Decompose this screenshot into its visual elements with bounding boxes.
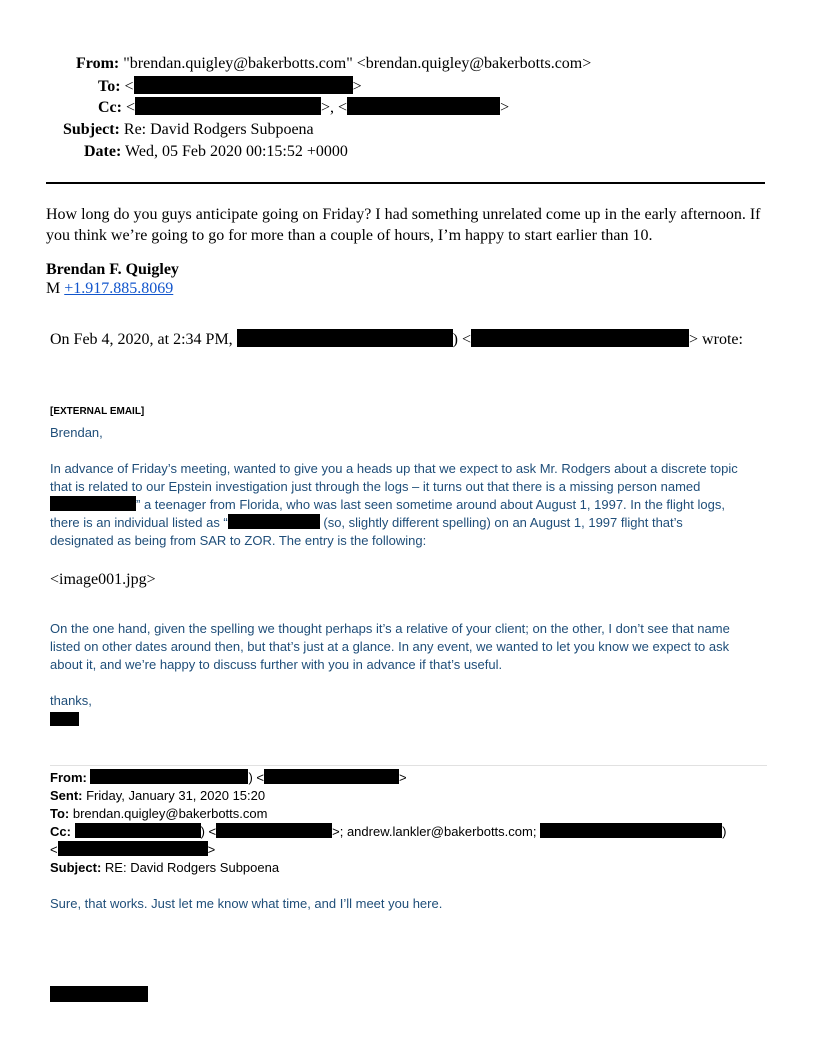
paragraph-line: listed on other dates around then, but that’s just at a glance. In any event, we wanted to let you know we expect to ask xyxy=(50,639,730,654)
redaction-block xyxy=(75,823,201,838)
paragraph-line: that is related to our Epstein investigation just through the logs – it turns out that there is a missing person named xyxy=(50,479,701,494)
cc-mid: >, < xyxy=(321,99,348,116)
fwd-cc-open: < xyxy=(50,842,58,857)
header-cc-row xyxy=(98,97,509,117)
sign-off: thanks, xyxy=(50,693,92,708)
redaction-block xyxy=(134,76,353,94)
fwd-from-row xyxy=(50,769,726,787)
fwd-cc-row-2 xyxy=(50,841,726,859)
fwd-sent-label: Sent: xyxy=(50,788,83,803)
forwarded-header xyxy=(50,769,726,877)
from-value: "brendan.quigley@bakerbotts.com" <brendan.quigley@bakerbotts.com> xyxy=(123,55,592,72)
reply-line: How long do you guys anticipate going on Friday? I had something unrelated come up in the early afternoon. If xyxy=(46,206,761,223)
subject-value: Re: David Rodgers Subpoena xyxy=(123,121,314,138)
redaction-block xyxy=(237,329,453,347)
redaction-block xyxy=(216,823,332,838)
fwd-subject-label: Subject: xyxy=(50,860,102,875)
forward-divider xyxy=(50,765,767,766)
redaction-block xyxy=(471,329,689,347)
fwd-from-mid: ) < xyxy=(248,770,265,785)
signature-name: Brendan F. Quigley xyxy=(46,261,179,278)
paragraph-text: ” a teenager from Florida, who was last seen sometime around about August 1, 1997. In the flight logs, xyxy=(136,497,725,512)
paragraph-text: (so, slightly different spelling) on an August 1, 1997 flight that’s xyxy=(319,515,683,530)
fwd-cc-mid: >; andrew.lankler@bakerbotts.com; xyxy=(332,824,537,839)
redaction-block xyxy=(540,823,722,838)
redaction-block xyxy=(264,769,399,784)
fwd-sent-row xyxy=(50,787,726,805)
redaction-block xyxy=(90,769,248,784)
subject-label: Subject: xyxy=(63,121,120,138)
quoted-paragraph-2 xyxy=(50,620,730,674)
signature-phone-row xyxy=(46,279,179,298)
paragraph-line xyxy=(50,514,738,532)
fwd-sent-value: Friday, January 31, 2020 15:20 xyxy=(82,788,266,803)
fwd-from-label: From: xyxy=(50,770,87,785)
date-value: Wed, 05 Feb 2020 00:15:52 +0000 xyxy=(125,143,348,160)
quoted-intro xyxy=(50,329,743,349)
redaction-block xyxy=(58,841,208,856)
cc-close: > xyxy=(500,99,510,116)
paragraph-line: designated as being from SAR to ZOR. The entry is the following: xyxy=(50,533,427,548)
redaction-block xyxy=(135,97,321,115)
paragraph-text: there is an individual listed as “ xyxy=(50,515,228,530)
greeting: Brendan, xyxy=(50,425,103,440)
reply-line: you think we’re going to go for more than a couple of hours, I’m happy to start earlier than 10. xyxy=(46,227,653,244)
external-email-tag: [EXTERNAL EMAIL] xyxy=(50,406,145,417)
signature xyxy=(46,260,179,298)
from-label: From: xyxy=(76,55,120,72)
redaction-block xyxy=(50,712,79,726)
quoted-on-suffix: > wrote: xyxy=(689,331,743,348)
redaction-block xyxy=(50,496,136,511)
fwd-cc-close: ) xyxy=(722,824,727,839)
paragraph-line: In advance of Friday’s meeting, wanted to give you a heads up that we expect to ask Mr. Rodgers about a discrete topic xyxy=(50,461,738,476)
forwarded-body: Sure, that works. Just let me know what time, and I’ll meet you here. xyxy=(50,896,443,911)
fwd-to-label: To: xyxy=(50,806,70,821)
reply-body xyxy=(46,205,760,245)
fwd-subject-value: RE: David Rodgers Subpoena xyxy=(101,860,280,875)
fwd-to-value: brendan.quigley@bakerbotts.com xyxy=(69,806,268,821)
fwd-from-close: > xyxy=(399,770,407,785)
fwd-subject-row xyxy=(50,859,726,877)
redaction-block xyxy=(50,986,148,1002)
quoted-on-mid: ) < xyxy=(452,331,472,348)
phone-link[interactable]: +1.917.885.8069 xyxy=(64,280,174,297)
cc-open: < xyxy=(125,99,136,116)
date-label: Date: xyxy=(84,143,122,160)
paragraph-line: On the one hand, given the spelling we thought perhaps it’s a relative of your client; on the other, I don’t see that name xyxy=(50,621,730,636)
header-subject-row xyxy=(63,120,314,139)
cc-label: Cc: xyxy=(98,99,122,116)
quoted-on-prefix: On Feb 4, 2020, at 2:34 PM, xyxy=(50,331,233,348)
header-divider xyxy=(46,182,765,184)
redaction-block xyxy=(347,97,500,115)
header-from-row xyxy=(76,54,591,73)
image-placeholder: <image001.jpg> xyxy=(50,571,156,588)
to-label: To: xyxy=(98,78,121,95)
to-open: < xyxy=(124,78,134,95)
fwd-to-row xyxy=(50,805,726,823)
to-close: > xyxy=(352,78,362,95)
paragraph-line: about it, and we’re happy to discuss further with you in advance if that’s useful. xyxy=(50,657,503,672)
header-date-row xyxy=(84,142,348,161)
header-to-row xyxy=(98,76,362,96)
fwd-cc-mid: ) < xyxy=(200,824,217,839)
redaction-block xyxy=(228,514,320,529)
quoted-paragraph-1 xyxy=(50,460,738,550)
fwd-cc-row xyxy=(50,823,726,841)
fwd-cc-label: Cc: xyxy=(50,824,71,839)
paragraph-line xyxy=(50,496,738,514)
fwd-cc-close: > xyxy=(207,842,216,857)
phone-prefix: M xyxy=(46,280,65,297)
